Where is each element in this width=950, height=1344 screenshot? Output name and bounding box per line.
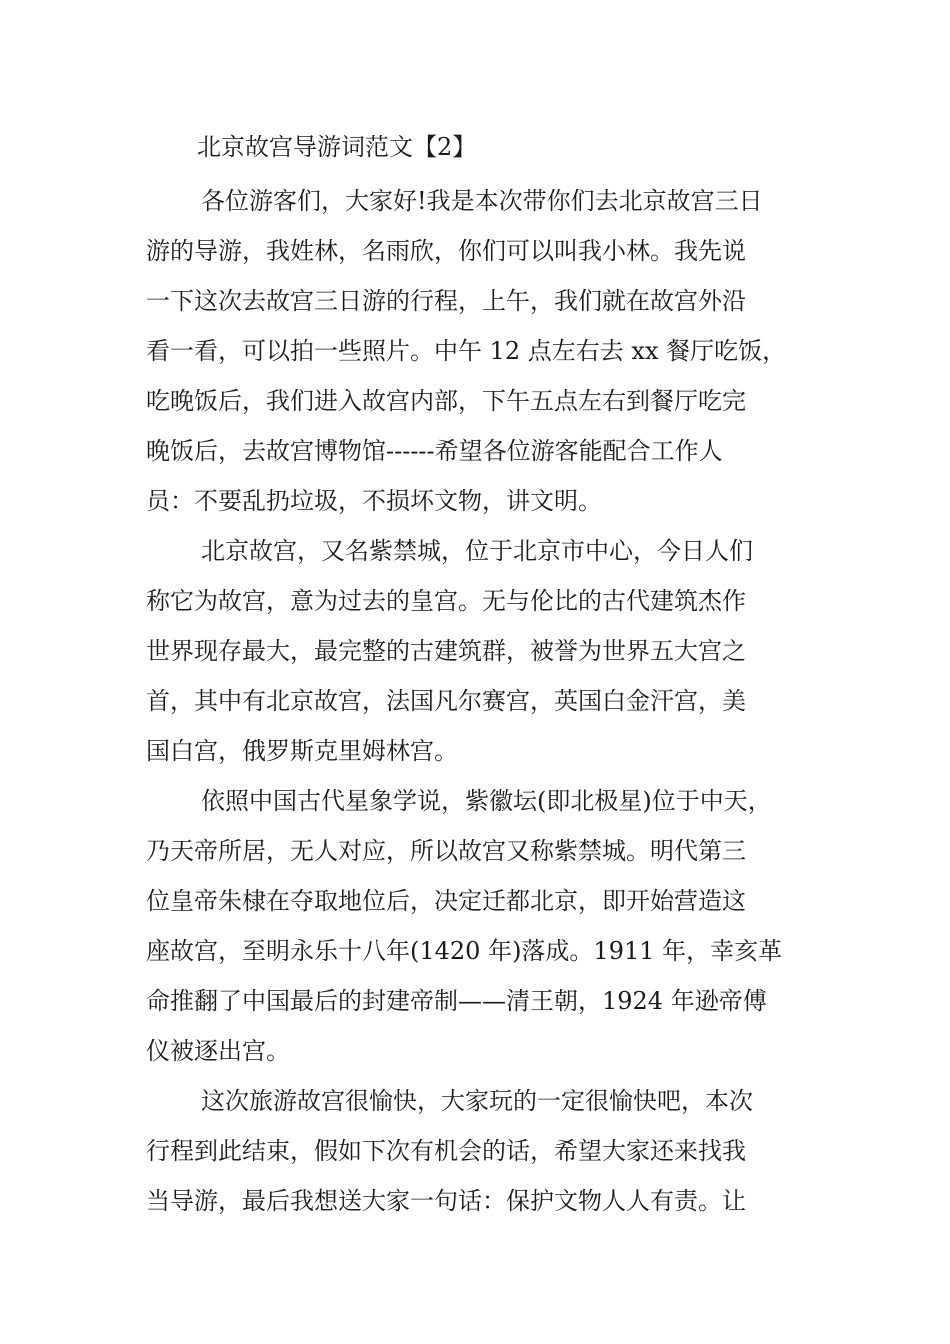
text-line: 晚饭后，去故宫博物馆------希望各位游客能配合工作人 (146, 437, 723, 465)
paragraph-closing (146, 1076, 810, 1226)
text-line: 吃晚饭后，我们进入故宫内部，下午五点左右到餐厅吃完 (146, 387, 746, 415)
text-line: 看一看，可以拍一些照片。中午 12 点左右去 xx 餐厅吃饭， (146, 337, 787, 365)
text-line: 仪被逐出宫。 (146, 1037, 290, 1065)
text-line: 这次旅游故宫很愉快，大家玩的一定很愉快吧，本次 (201, 1087, 753, 1115)
text-line: 首，其中有北京故宫，法国凡尔赛宫，英国白金汗宫，美 (146, 687, 746, 715)
document-body (146, 176, 810, 1226)
text-line: 依照中国古代星象学说，紫徽坛(即北极星)位于中天， (201, 787, 772, 815)
text-line: 称它为故宫，意为过去的皇宫。无与伦比的古代建筑杰作 (146, 587, 746, 615)
text-line: 游的导游，我姓林，名雨欣，你们可以叫我小林。我先说 (146, 237, 746, 265)
document-title: 北京故宫导游词范文【2】 (197, 133, 477, 161)
text-line: 世界现存最大，最完整的古建筑群，被誉为世界五大宫之 (146, 637, 746, 665)
paragraph-introduction (146, 526, 810, 776)
text-line: 北京故宫，又名紫禁城，位于北京市中心，今日人们 (201, 537, 753, 565)
text-line: 命推翻了中国最后的封建帝制——清王朝，1924 年逊帝傅 (146, 987, 767, 1015)
text-line: 乃天帝所居，无人对应，所以故宫又称紫禁城。明代第三 (146, 837, 746, 865)
paragraph-itinerary (146, 176, 810, 526)
text-line: 各位游客们，大家好!我是本次带你们去北京故宫三日 (201, 187, 763, 215)
text-line: 位皇帝朱棣在夺取地位后，决定迁都北京，即开始营造这 (146, 887, 746, 915)
text-line: 员：不要乱扔垃圾，不损坏文物，讲文明。 (146, 487, 602, 515)
text-line: 座故宫，至明永乐十八年(1420 年)落成。1911 年，幸亥革 (146, 937, 783, 965)
text-line: 行程到此结束，假如下次有机会的话，希望大家还来找我 (146, 1137, 746, 1165)
text-line: 一下这次去故宫三日游的行程，上午，我们就在故宫外沿 (146, 287, 746, 315)
text-line: 当导游，最后我想送大家一句话：保护文物人人有责。让 (146, 1187, 746, 1215)
paragraph-history (146, 776, 810, 1076)
text-line: 国白宫，俄罗斯克里姆林宫。 (146, 737, 458, 765)
